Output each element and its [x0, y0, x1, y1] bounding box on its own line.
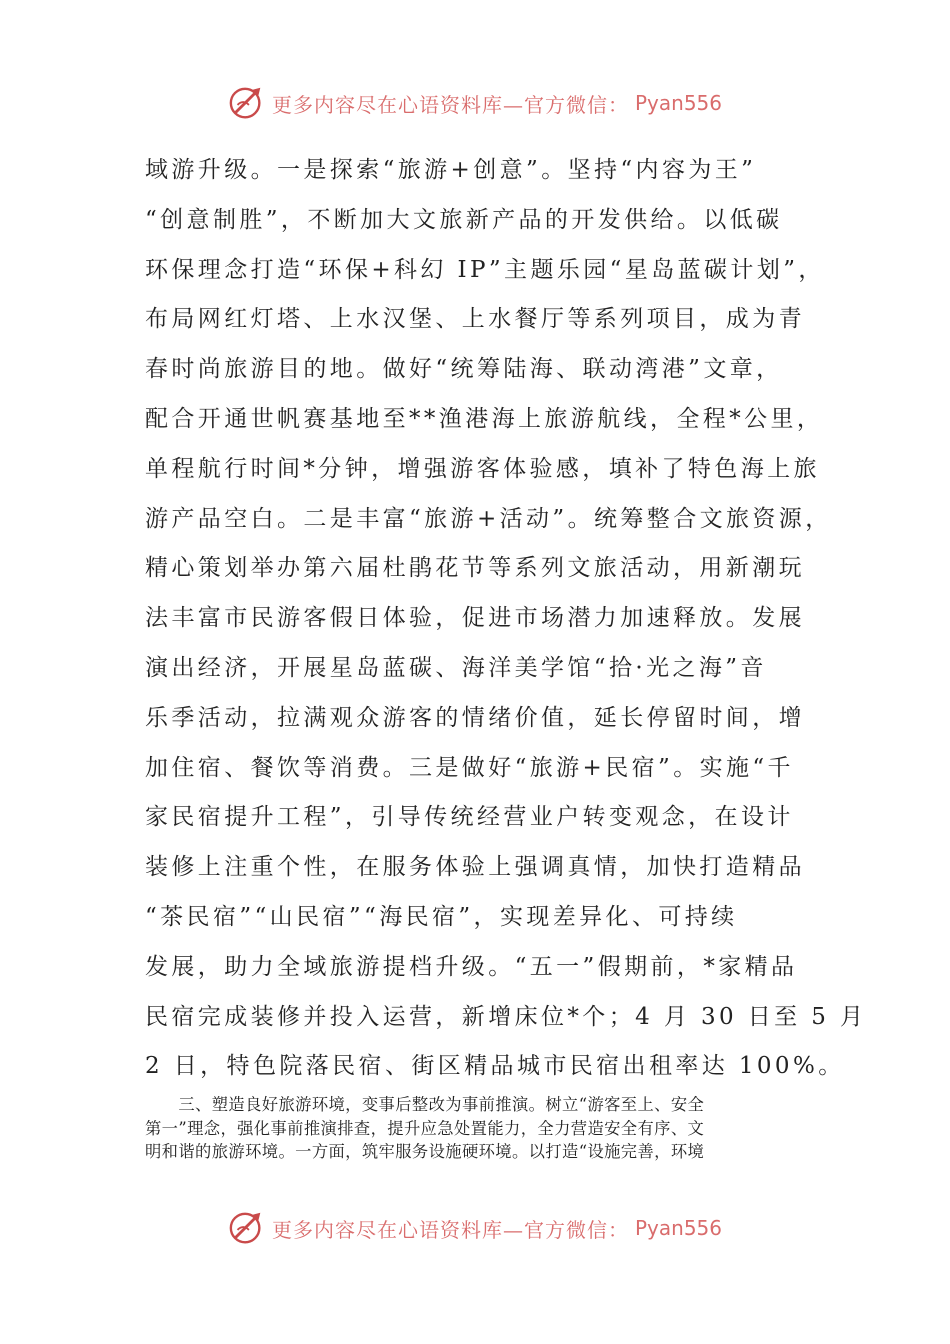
body-line: 单程航行时间*分钟，增强游客体验感，填补了特色海上旅: [145, 455, 820, 482]
body-text: [145, 146, 867, 1092]
watermark-text: 更多内容尽在心语资料库—官方微信：: [271, 92, 629, 117]
watermark-header: [0, 84, 950, 122]
body-line: 布局网红灯塔、上水汉堡、上水餐厅等系列项目，成为青: [145, 306, 805, 333]
paragraph-line: 三、塑造良好旅游环境，变事后整改为事前推演。树立“游客至上、安全: [145, 1095, 705, 1114]
body-line: “创意制胜”，不断加大文旅新产品的开发供给。以低碳: [145, 206, 783, 233]
body-line: 法丰富市民游客假日体验，促进市场潜力加速释放。发展: [145, 605, 805, 632]
body-line: 装修上注重个性，在服务体验上强调真情，加快打造精品: [145, 854, 805, 881]
body-line: 乐季活动，拉满观众游客的情绪价值，延长停留时间，增: [145, 704, 805, 731]
body-line: 春时尚旅游目的地。做好“统筹陆海、联动湾港”文章，: [145, 356, 783, 383]
body-line: 家民宿提升工程”，引导传统经营业户转变观念，在设计: [145, 804, 794, 831]
pen-logo-icon: [228, 84, 266, 122]
body-line: “茶民宿”“山民宿”“海民宿”，实现差异化、可持续: [145, 903, 738, 930]
body-line: 精心策划举办第六届杜鹃花节等系列文旅活动，用新潮玩: [145, 555, 805, 582]
body-line: 域游升级。一是探索“旅游+创意”。坚持“内容为王”: [145, 157, 757, 183]
body-line: 游产品空白。二是丰富“旅游+活动”。统筹整合文旅资源，: [145, 505, 832, 532]
body-line: 2 日，特色院落民宿、街区精品城市民宿出租率达 100%。: [145, 1053, 845, 1080]
body-line: 发展，助力全域旅游提档升级。“五一”假期前，*家精品: [145, 953, 798, 980]
watermark-wechat-id: Pyan556: [634, 1216, 722, 1240]
body-line: 加住宿、餐饮等消费。三是做好“旅游+民宿”。实施“千: [145, 754, 794, 781]
watermark-text: 更多内容尽在心语资料库—官方微信：: [271, 1217, 629, 1242]
pen-logo-icon: [228, 1209, 266, 1247]
section-three-paragraph: [145, 1093, 805, 1164]
paragraph-line: 明和谐的旅游环境。一方面，筑牢服务设施硬环境。以打造“设施完善，环境: [145, 1142, 705, 1161]
paragraph-line: 第一”理念，强化事前推演排查，提升应急处置能力，全力营造安全有序、文: [145, 1118, 705, 1138]
watermark-footer: [0, 1209, 950, 1247]
body-line: 配合开通世帆赛基地至**渔港海上旅游航线，全程*公里，: [145, 405, 824, 432]
watermark-wechat-id: Pyan556: [634, 91, 722, 115]
body-line: 民宿完成装修并投入运营，新增床位*个；4 月 30 日至 5 月: [145, 1003, 867, 1030]
body-line: 演出经济，开展星岛蓝碳、海洋美学馆“拾·光之海”音: [145, 654, 767, 681]
body-line: 环保理念打造“环保+科幻 IP”主题乐园“星岛蓝碳计划”，: [145, 256, 825, 283]
